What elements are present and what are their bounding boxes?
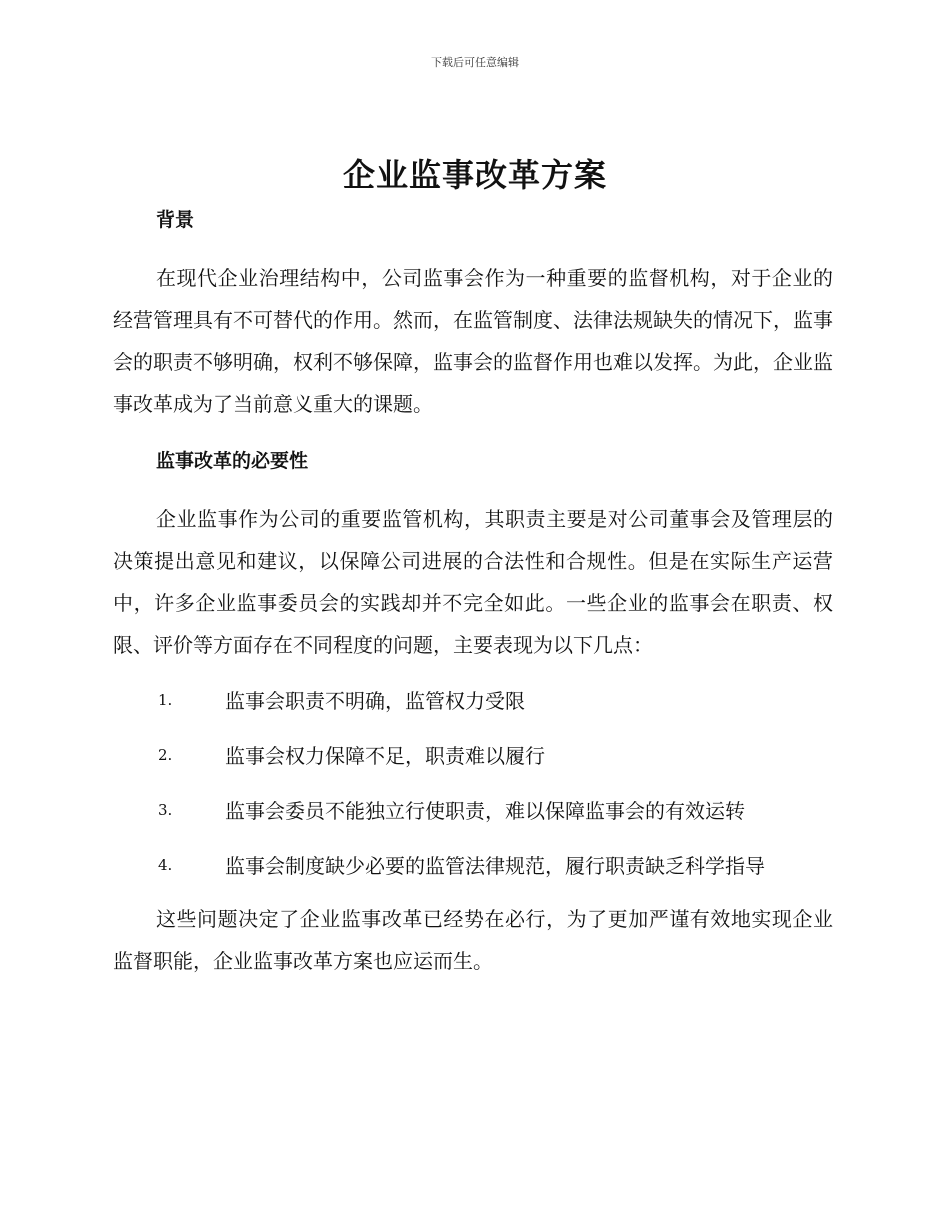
- list-item: [113, 727, 833, 782]
- page-title: 企业监事改革方案: [342, 156, 607, 194]
- list-item-text: 监事会委员不能独立行使职责，难以保障监事会的有效运转: [225, 799, 745, 823]
- list-item-text: 监事会制度缺少必要的监管法律规范，履行职责缺乏科学指导: [225, 854, 765, 878]
- list-item: [113, 837, 833, 892]
- conclusion-paragraph: 这些问题决定了企业监事改革已经势在必行，为了更加严谨有效地实现企业监督职能，企业监事改革方案也应运而生。: [113, 907, 833, 973]
- list-item-number: 3.: [158, 800, 173, 819]
- list-item-number: 4.: [158, 855, 173, 874]
- necessity-paragraph: 企业监事作为公司的重要监管机构，其职责主要是对公司董事会及管理层的决策提出意见和建议，以保障公司进展的合法性和合规性。但是在实际生产运营中，许多企业监事委员会的实践却并不完全如此。一些企业的监事会在职责、权限、评价等方面存在不同程度的问题，主要表现为以下几点：: [113, 507, 833, 657]
- section-heading-necessity: 监事改革的必要性: [156, 450, 309, 472]
- list-item: [113, 672, 833, 727]
- problem-list: [113, 672, 833, 892]
- list-item: [113, 782, 833, 837]
- section-heading-background: 背景: [156, 209, 195, 231]
- list-item-number: 2.: [158, 745, 173, 764]
- list-item-number: 1.: [158, 690, 173, 709]
- list-item-text: 监事会职责不明确，监管权力受限: [225, 689, 525, 713]
- page-header-note: 下载后可任意编辑: [431, 56, 519, 69]
- list-item-text: 监事会权力保障不足，职责难以履行: [225, 744, 545, 768]
- background-paragraph: 在现代企业治理结构中，公司监事会作为一种重要的监督机构，对于企业的经营管理具有不可替代的作用。然而，在监管制度、法律法规缺失的情况下，监事会的职责不够明确，权利不够保障，监事会的监督作用也难以发挥。为此，企业监事改革成为了当前意义重大的课题。: [113, 266, 833, 416]
- document-body: [113, 205, 833, 982]
